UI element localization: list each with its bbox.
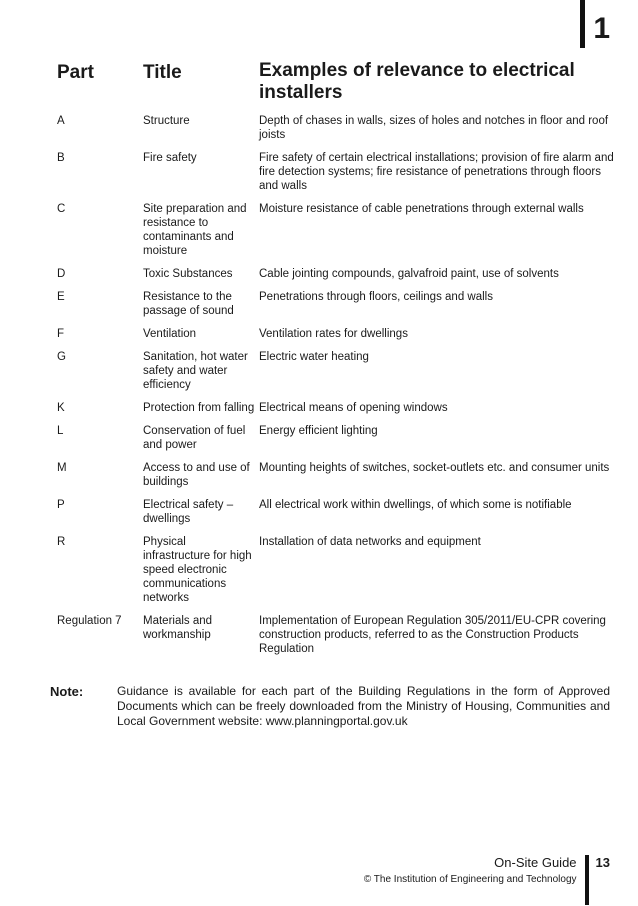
row-example: Electric water heating bbox=[259, 351, 369, 363]
row-title: Sanitation, hot water safety and water efficiency bbox=[143, 351, 248, 391]
row-example: Energy efficient lighting bbox=[259, 425, 378, 437]
row-part: B bbox=[57, 152, 65, 164]
row-title: Protection from falling bbox=[143, 402, 255, 414]
row-part: E bbox=[57, 291, 65, 303]
row-part: R bbox=[57, 536, 66, 548]
table-row bbox=[57, 267, 617, 281]
row-example: Electrical means of opening windows bbox=[259, 402, 448, 414]
row-example: Penetrations through floors, ceilings and walls bbox=[259, 291, 493, 303]
row-part: P bbox=[57, 499, 65, 511]
header-title: Title bbox=[143, 62, 182, 83]
row-part: D bbox=[57, 268, 66, 280]
table-row bbox=[57, 327, 617, 341]
row-title: Electrical safety – dwellings bbox=[143, 499, 234, 525]
note-label: Note: bbox=[50, 684, 84, 699]
footer-bar bbox=[585, 855, 589, 905]
table-row bbox=[57, 290, 617, 318]
footer-texts bbox=[364, 855, 577, 886]
table-row bbox=[57, 202, 617, 258]
table-row bbox=[57, 535, 617, 605]
regulations-table bbox=[57, 60, 617, 656]
row-title: Site preparation and resistance to contaminants and moisture bbox=[143, 203, 247, 257]
row-part: C bbox=[57, 203, 66, 215]
table-header bbox=[57, 60, 617, 104]
table-row bbox=[57, 151, 617, 193]
guidance-note bbox=[50, 684, 610, 729]
row-title: Access to and use of buildings bbox=[143, 462, 250, 488]
row-example: Installation of data networks and equipment bbox=[259, 536, 481, 548]
header-examples: Examples of relevance to electrical installers bbox=[259, 60, 575, 103]
row-example: All electrical work within dwellings, of which some is notifiable bbox=[259, 499, 572, 511]
row-title: Physical infrastructure for high speed electronic communications networks bbox=[143, 536, 252, 604]
row-title: Structure bbox=[143, 115, 190, 127]
row-title: Materials and workmanship bbox=[143, 615, 213, 641]
row-example: Ventilation rates for dwellings bbox=[259, 328, 408, 340]
footer-copyright: © The Institution of Engineering and Technology bbox=[363, 874, 577, 885]
note-text: Guidance is available for each part of the Building Regulations in the form of Approved Documents which can be freely downloaded from the Ministry of Housing, Communities and Local Government website: www.planningportal.gov.uk bbox=[117, 684, 610, 728]
row-title: Conservation of fuel and power bbox=[143, 425, 246, 451]
row-example: Depth of chases in walls, sizes of holes and notches in floor and roof joists bbox=[259, 115, 609, 141]
row-part: A bbox=[57, 115, 65, 127]
row-example: Implementation of European Regulation 305/2011/EU-CPR covering construction products, referred to as the Construction Products Regulation bbox=[259, 615, 606, 655]
row-example: Fire safety of certain electrical installations; provision of fire alarm and fire detection systems; fire resistance of penetrations through floors and walls bbox=[259, 152, 614, 192]
header-part: Part bbox=[57, 62, 94, 83]
chapter-number: 1 bbox=[593, 12, 610, 45]
row-title: Ventilation bbox=[143, 328, 197, 340]
row-title: Fire safety bbox=[143, 152, 197, 164]
table-row bbox=[57, 614, 617, 656]
page-footer bbox=[364, 855, 610, 905]
row-title: Resistance to the passage of sound bbox=[143, 291, 234, 317]
table-row bbox=[57, 114, 617, 142]
page-number: 13 bbox=[595, 855, 610, 870]
table-row bbox=[57, 498, 617, 526]
row-part: L bbox=[57, 425, 64, 437]
row-part: F bbox=[57, 328, 65, 340]
table-row bbox=[57, 350, 617, 392]
footer-guide-title: On-Site Guide bbox=[494, 855, 577, 870]
chapter-bar bbox=[580, 0, 585, 48]
table-row bbox=[57, 424, 617, 452]
chapter-tab bbox=[580, 0, 610, 48]
row-example: Mounting heights of switches, socket-outlets etc. and consumer units bbox=[259, 462, 610, 474]
row-title: Toxic Substances bbox=[143, 268, 233, 280]
row-part: Regulation 7 bbox=[57, 615, 122, 627]
row-part: K bbox=[57, 402, 65, 414]
table-row bbox=[57, 401, 617, 415]
table-row bbox=[57, 461, 617, 489]
row-example: Moisture resistance of cable penetrations through external walls bbox=[259, 203, 584, 215]
row-part: G bbox=[57, 351, 66, 363]
row-example: Cable jointing compounds, galvafroid paint, use of solvents bbox=[259, 268, 559, 280]
row-part: M bbox=[57, 462, 67, 474]
